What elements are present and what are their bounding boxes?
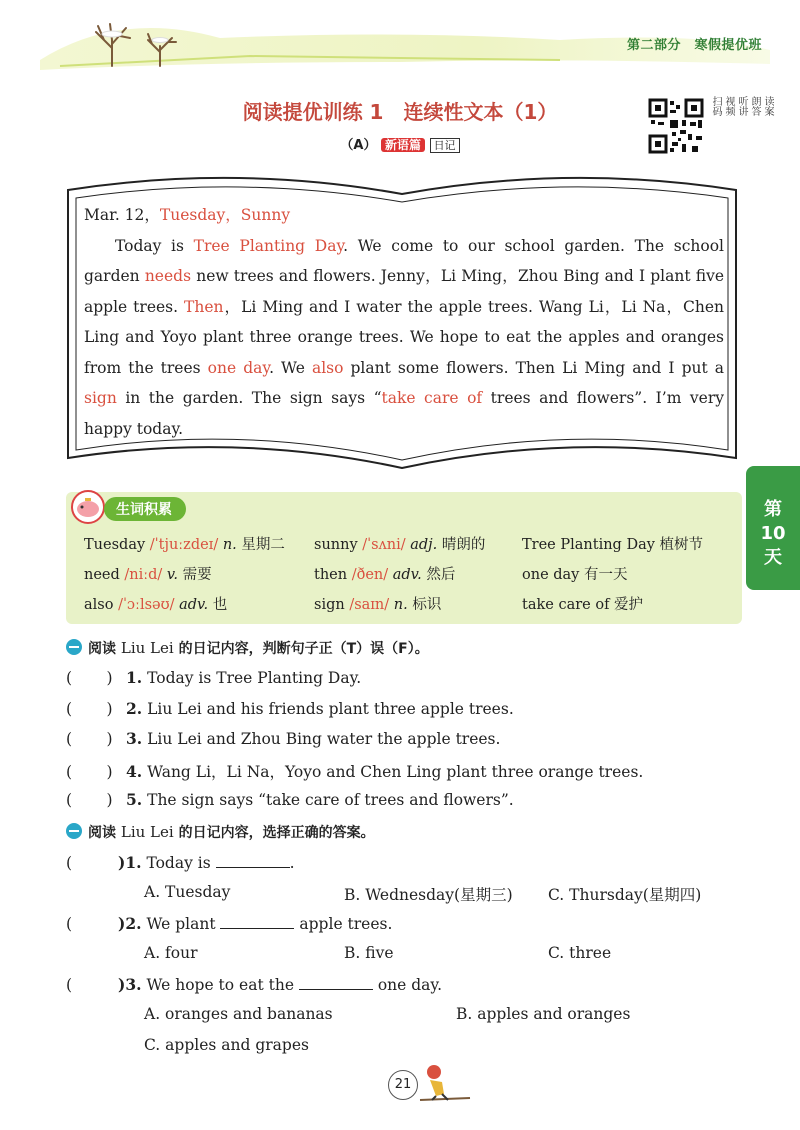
vocab-phonetic: /ˈɔːlsəʊ/: [118, 597, 175, 613]
key-phrase: one day: [207, 358, 270, 377]
day-tab-line: 第: [764, 499, 782, 520]
vocab-word: one day: [522, 567, 584, 583]
diary-body: [84, 231, 724, 445]
qr-hint: [710, 96, 773, 116]
passage-text: new trees and flowers. Jenny，Li Ming，Zhou Bing and I plant five apple trees.: [84, 267, 725, 316]
vocab-pos: adv.: [388, 567, 422, 583]
vocab-phonetic: /ˈtjuːzdeɪ/: [149, 537, 219, 553]
vocab-meaning: 需要: [178, 567, 212, 583]
vocab-word: then: [314, 567, 352, 583]
passage-text: trees and flowers”. I’m very happy today.: [84, 389, 725, 438]
passage-text: . We: [269, 358, 312, 377]
question-text: Today is: [141, 854, 216, 872]
vocab-word: need: [84, 567, 125, 583]
question-number: 3.: [126, 729, 143, 748]
diary-date: Mar. 12，: [84, 206, 160, 224]
heading-name: Liu Lei: [120, 639, 174, 657]
skier-illustration: [414, 1060, 474, 1106]
key-phrase: needs: [144, 267, 192, 285]
mc-question-1: [66, 853, 295, 872]
mc-question-3: [66, 975, 442, 994]
tf-question: [66, 790, 514, 809]
vocab-pos: adv.: [174, 597, 209, 613]
passage-text: plant some flowers. Then Li Ming and I put a: [343, 358, 725, 377]
answer-bracket[interactable]: ( ): [66, 699, 113, 718]
vocab-entry: [314, 530, 485, 560]
diary-passage: [84, 200, 724, 444]
heading-text: 的日记内容，判断句子正（T）误（F）。: [173, 641, 429, 657]
vocab-meaning: 有一天: [584, 567, 628, 583]
section-number-icon: [66, 639, 82, 655]
qr-hint-col: 扫码: [710, 96, 721, 116]
page-title: 阅读提优训练 1 连续性文本（1）: [242, 100, 558, 124]
question-text: The sign says “take care of trees and flowers”.: [142, 791, 514, 809]
vocab-meaning: 星期二: [236, 537, 285, 553]
day-tab: [746, 466, 800, 590]
vocab-word: also: [84, 597, 119, 613]
vocab-pos: v.: [162, 567, 179, 583]
vocab-entry: [522, 530, 703, 560]
answer-bracket[interactable]: (: [66, 915, 73, 933]
heading-text: 阅读: [88, 825, 121, 841]
option-c[interactable]: C. Thursday(星期四): [548, 886, 702, 904]
question-number: 5.: [126, 790, 143, 809]
tf-question: [66, 668, 361, 687]
vocab-entry: [314, 590, 441, 620]
subtitle-part: （A）: [340, 138, 377, 153]
vocab-word: Tuesday: [84, 537, 150, 553]
day-tab-line: 10: [760, 523, 786, 544]
vocab-entry: [522, 590, 643, 620]
text-kind: 日记: [430, 138, 460, 153]
vocab-pos: n.: [389, 597, 408, 613]
question-text: Today is Tree Planting Day.: [142, 669, 362, 687]
vocab-row: [84, 530, 744, 560]
vocab-word: take care of: [522, 597, 615, 613]
passage-text: . We come to our school garden. The school garden: [84, 236, 725, 285]
qr-hint-col: 听讲: [736, 96, 747, 116]
qr-hint-col: 视频: [723, 96, 734, 116]
vocab-meaning: 标识: [407, 597, 442, 613]
question-text: Liu Lei and Zhou Bing water the apple trees.: [142, 730, 501, 748]
answer-bracket[interactable]: (: [66, 976, 73, 994]
genre-tag: 新语篇: [381, 138, 425, 152]
option-a[interactable]: A. oranges and bananas: [144, 1005, 333, 1023]
heading-text: 的日记内容，选择正确的答案。: [173, 825, 375, 841]
question-number: )3.: [118, 975, 142, 994]
vocab-label: 生词积累: [104, 497, 186, 521]
option-b[interactable]: B. apples and oranges: [456, 1005, 631, 1023]
answer-bracket[interactable]: ( ): [66, 669, 113, 687]
question-number: 2.: [126, 698, 143, 718]
answer-bracket[interactable]: ( ): [66, 762, 113, 781]
piggy-bank-icon: [68, 490, 108, 524]
vocab-meaning: 植树节: [659, 537, 704, 553]
answer-bracket[interactable]: ( ): [66, 730, 113, 748]
qr-hint-col: 朗答: [749, 96, 760, 116]
vocab-word: sunny: [314, 537, 363, 553]
diary-day-weather: Tuesday，Sunny: [159, 206, 291, 224]
section-number-icon: [66, 823, 82, 839]
qr-hint-col: 读案: [762, 96, 773, 116]
section-label: 第二部分 寒假提优班: [626, 38, 762, 53]
vocab-row: [84, 590, 744, 620]
answer-bracket[interactable]: (: [66, 854, 73, 872]
vocab-word: Tree Planting Day: [522, 537, 660, 553]
vocab-meaning: 晴朗的: [437, 537, 486, 553]
vocab-word: sign: [314, 597, 350, 613]
option-b[interactable]: B. five: [344, 944, 394, 962]
answer-blank[interactable]: [299, 975, 373, 990]
day-tab-line: 天: [764, 547, 782, 568]
tf-question: [66, 729, 500, 748]
vocab-pos: n.: [218, 537, 237, 553]
section2-heading: [66, 822, 375, 842]
passage-text: ，Li Ming and I water the apple trees. Wang Li，Li Na，Chen Ling and Yoyo plant three orange trees. We hope to eat the apples and oranges from the trees: [84, 297, 725, 377]
heading-text: 阅读: [88, 641, 121, 657]
key-phrase: sign: [84, 389, 117, 407]
answer-blank[interactable]: [216, 853, 290, 868]
vocab-phonetic: /saɪn/: [349, 597, 390, 613]
page-number: 21: [388, 1070, 418, 1100]
vocab-phonetic: /niːd/: [124, 567, 163, 583]
mc-question-2: [66, 914, 392, 933]
vocab-phonetic: /ðen/: [351, 567, 389, 583]
tf-question: [66, 760, 643, 782]
vocab-phonetic: /ˈsʌni/: [362, 537, 406, 553]
vocab-meaning: 然后: [421, 567, 456, 583]
section1-heading: [66, 638, 429, 658]
question-text: apple trees.: [294, 915, 393, 933]
key-phrase: take care of: [381, 389, 483, 407]
passage-text: in the garden. The sign says “: [116, 389, 382, 407]
vocab-entry: [84, 560, 212, 590]
vocab-entry: [84, 530, 285, 560]
question-number: )1.: [118, 853, 142, 872]
passage-text: Today is: [115, 236, 194, 255]
question-text: We plant: [141, 915, 221, 933]
question-text: We hope to eat the: [141, 976, 299, 994]
tf-question: [66, 699, 514, 718]
option-c[interactable]: C. apples and grapes: [144, 1036, 309, 1054]
key-phrase: also: [311, 358, 344, 377]
option-a[interactable]: A. Tuesday: [144, 883, 231, 901]
question-number: 1.: [126, 668, 143, 687]
heading-name: Liu Lei: [120, 823, 174, 841]
vocab-meaning: 爱护: [614, 597, 644, 613]
option-b[interactable]: B. Wednesday(星期三): [344, 886, 513, 904]
vocab-pos: adj.: [405, 537, 438, 553]
vocab-row: [84, 560, 744, 590]
question-text: .: [289, 854, 295, 872]
question-text: Liu Lei and his friends plant three apple trees.: [142, 699, 514, 718]
vocab-entry: [84, 590, 227, 620]
option-a[interactable]: A. four: [144, 944, 198, 962]
subtitle: [0, 134, 800, 153]
answer-blank[interactable]: [220, 914, 294, 929]
key-phrase: Tree Planting Day: [193, 236, 344, 255]
question-text: Wang Li，Li Na，Yoyo and Chen Ling plant three orange trees.: [142, 762, 644, 781]
vocab-meaning: 也: [208, 597, 228, 613]
diary-date-line: [84, 200, 724, 231]
option-c[interactable]: C. three: [548, 944, 612, 962]
header-banner: [0, 0, 800, 78]
key-phrase: Then: [184, 297, 224, 316]
answer-bracket[interactable]: ( ): [66, 791, 113, 809]
question-number: 4.: [126, 761, 143, 781]
question-number: )2.: [118, 914, 142, 933]
vocab-entry: [314, 560, 455, 590]
vocab-entry: [522, 560, 628, 590]
question-text: one day.: [372, 976, 443, 994]
vocab-grid: [84, 530, 744, 620]
